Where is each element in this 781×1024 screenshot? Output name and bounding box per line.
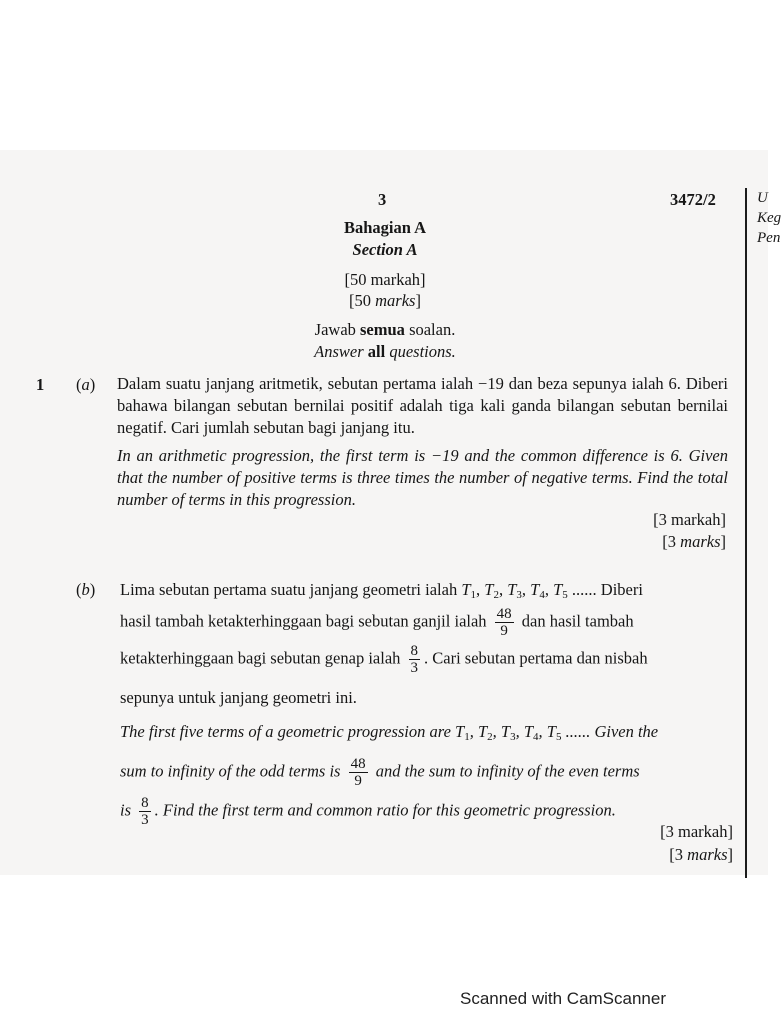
part-b-marks-malay: [3 markah] <box>660 822 733 841</box>
part-b-malay-line-3: ketakterhinggaan bagi sebutan genap ialah $\frac{8}{3}$ . Cari sebutan pertama dan nisbah <box>120 643 648 676</box>
instruction-malay: Jawab semua soalan. <box>314 320 456 339</box>
part-b-malay-line-4: sepunya untuk janjang geometri ini. <box>120 688 357 707</box>
fraction-odd-sum-english: $\frac{48}{9}$ <box>350 756 366 789</box>
fraction-even-sum-english: $\frac{8}{3}$ <box>141 795 149 828</box>
part-a-text-malay: Dalam suatu janjang aritmetik, sebutan pertama ialah −19 dan beza sepunya ialah 6. Diberi bahawa bilangan sebutan bernilai positif adalah tiga kali ganda bilangan sebutan bernilai negatif. Cari jumlah sebutan bagi janjang itu. <box>117 374 728 437</box>
fraction-odd-sum: $\frac{48}{9}$ <box>496 606 512 639</box>
part-b-malay-line-2: hasil tambah ketakterhinggaan bagi sebutan ganjil ialah $\frac{48}{9}$ dan hasil tambah <box>120 606 634 639</box>
section-title-malay: Bahagian A <box>343 218 427 237</box>
margin-text-2: Keg <box>757 210 781 226</box>
paper-code: 3472/2 <box>670 190 716 209</box>
section-marks-english: [50 marks] <box>349 291 421 310</box>
part-a-label: (a) <box>76 375 96 394</box>
part-b-english-line-3: is $\frac{8}{3}$ . Find the first term and common ratio for this geometric progression. <box>120 795 616 828</box>
margin-rule <box>745 188 747 878</box>
part-b-malay-line-1: Lima sebutan pertama suatu janjang geometri ialah $T_1$, $T_2$, $T_3$, $T_4$, $T_5$ ...... Diberi <box>120 580 643 601</box>
instruction-english: Answer all questions. <box>314 342 456 361</box>
camscanner-watermark: Scanned with CamScanner <box>460 989 667 1008</box>
fraction-even-sum: $\frac{8}{3}$ <box>410 643 419 676</box>
part-b-english-line-2: sum to infinity of the odd terms is $\frac{48}{9}$ and the sum to infinity of the even terms <box>120 756 640 789</box>
part-b-english-line-1: The first five terms of a geometric progression are $T_1$, $T_2$, $T_3$, $T_4$, $T_5$ ...... Given the <box>120 722 659 743</box>
page-number: 3 <box>378 190 387 209</box>
section-title-english: Section A <box>352 240 418 259</box>
margin-text-3: Pen <box>757 230 781 246</box>
section-marks-malay: [50 markah] <box>344 270 426 289</box>
part-a-marks-malay: [3 markah] <box>653 510 726 529</box>
part-b-marks-english: [3 marks] <box>669 845 733 864</box>
part-a-text-english: In an arithmetic progression, the first term is −19 and the common difference is 6. Given that the number of positive terms is three times the number of negative terms. Find the total number of terms in this progression. <box>117 446 728 509</box>
question-number: 1 <box>36 375 45 394</box>
margin-text-1: U <box>757 190 768 206</box>
part-b-label: (b) <box>76 580 96 599</box>
part-a-marks-english: [3 marks] <box>662 532 726 551</box>
